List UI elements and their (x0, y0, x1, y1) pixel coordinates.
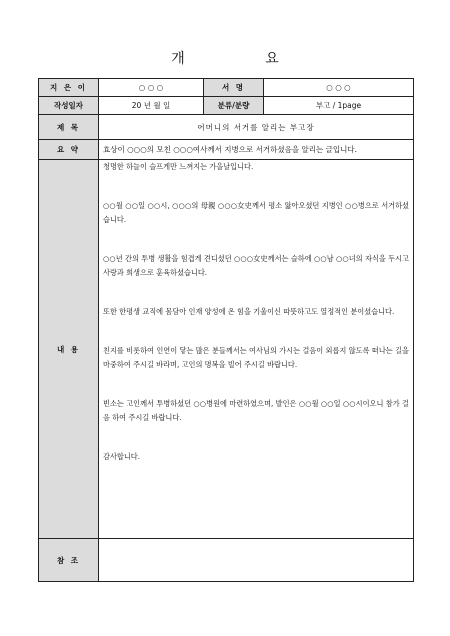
signature-value: ○ ○ ○ (264, 79, 414, 97)
subject-value: 어머니의 서거를 알리는 부고장 (99, 115, 414, 140)
content-paragraph: ○○월 ○○일 ○○시, ○○○의 母親 ○○○女史께서 평소 앓아오셨던 지병인 ○○병으로 서거하셨습니다. (103, 201, 409, 224)
author-label: 지 은 이 (39, 79, 99, 97)
content-paragraph: 청명한 하늘이 슬프게만 느껴지는 가을날입니다. (103, 162, 254, 171)
date-label: 작성일자 (39, 97, 99, 115)
summary-label: 요 약 (39, 140, 99, 160)
outline-form-table (38, 78, 414, 582)
document-title: 개 요 (171, 51, 317, 67)
content-label: 내 용 (39, 160, 99, 539)
content-paragraph: 빈소는 고인께서 투병하셨던 ○○병원에 마련하였으며, 발인은 ○○월 ○○일 ○○시이오니 참가 걸음 하여 주시길 바랍니다. (103, 399, 409, 422)
reference-label: 참 조 (39, 539, 99, 582)
content-paragraph: 감사합니다. (103, 452, 141, 461)
content-paragraph: 또한 한평생 교직에 몸담아 인재 양성에 온 힘을 기울이신 따뜻하고도 열정적인 분이셨습니다. (103, 307, 395, 316)
subject-label: 제 목 (39, 115, 99, 140)
reference-value (99, 539, 414, 582)
content-paragraph: ○○년 간의 투병 생활을 힘겹게 견디셨던 ○○○女史께서는 슬하에 ○○남 ○○녀의 자식을 두시고 사랑과 희생으로 훈육하셨습니다. (103, 254, 409, 277)
date-value: 20 년 월 일 (99, 97, 204, 115)
category-label: 분류/분량 (204, 97, 264, 115)
category-value: 부고 / 1page (264, 97, 414, 115)
signature-label: 서 명 (204, 79, 264, 97)
content-body (99, 160, 414, 539)
content-paragraph: 친지를 비롯하여 인연이 닿는 많은 분들께서는 여사님의 가시는 걸음이 외롭지 않도록 떠나는 길을 마중하여 주시길 바라며, 고인의 명복을 빌어 주시길 바랍니다. (103, 346, 409, 369)
author-value: ○ ○ ○ (99, 79, 204, 97)
summary-value: 효상이 ○○○의 모친 ○○○여사께서 지병으로 서거하셨음을 알리는 글입니다. (99, 140, 414, 160)
